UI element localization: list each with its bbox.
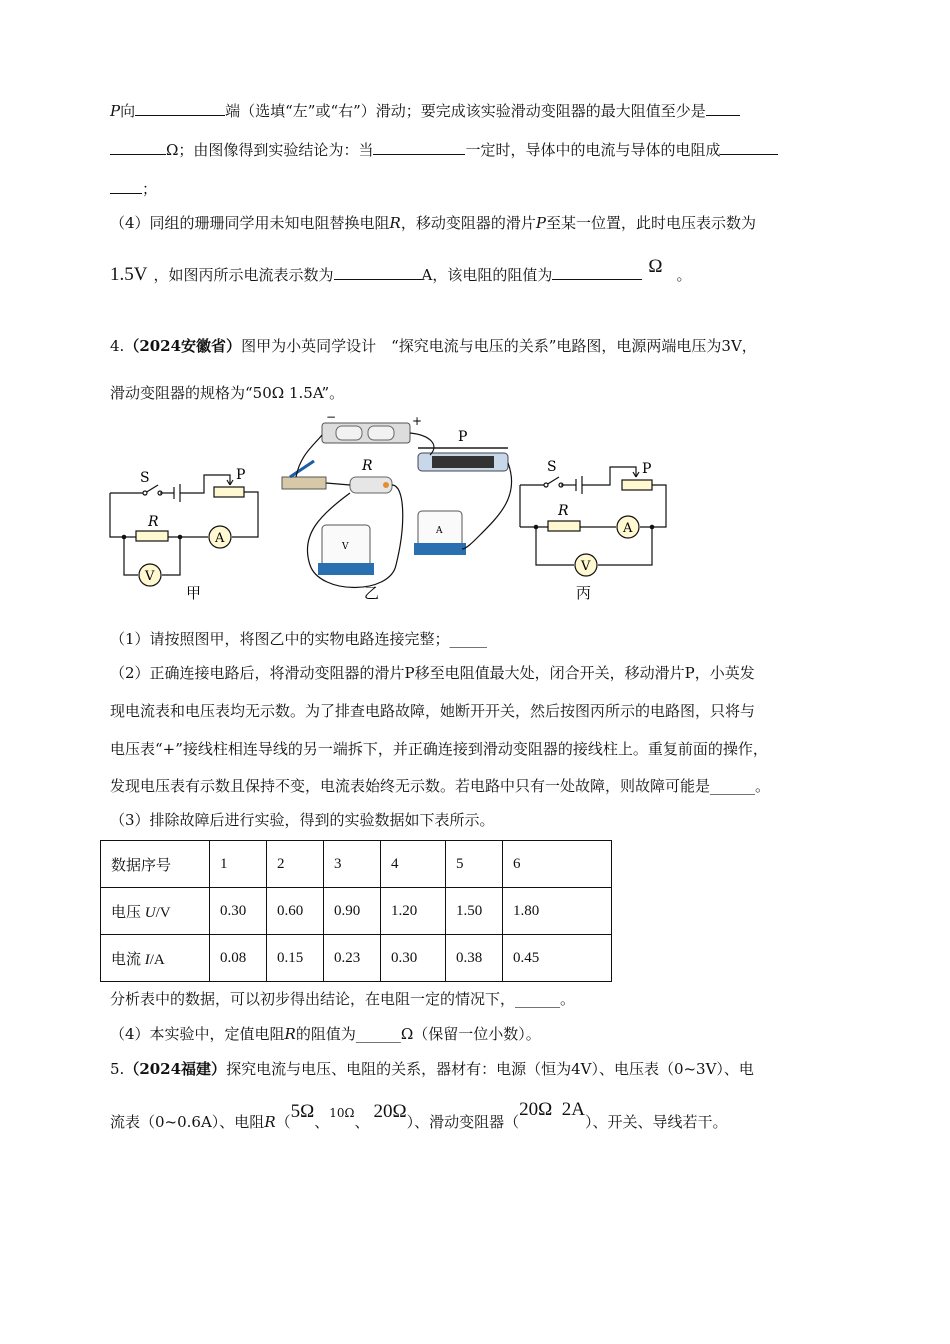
q5-line2: 流表（0~0.6A）、电阻R（5Ω、$^{10\Omega}$、 20Ω）、滑动变阻器（20Ω 2A）、开关、导线若干。 <box>110 1099 728 1131</box>
table-cell: 6 <box>503 841 612 888</box>
table-cell: 2 <box>267 841 324 888</box>
circuit-bing <box>520 467 666 576</box>
table-row <box>101 888 612 935</box>
circuit-jia <box>110 475 258 586</box>
battery-plus: + <box>412 415 423 428</box>
voltmeter-v-bing: V <box>581 559 591 574</box>
ammeter-a: A <box>215 531 225 546</box>
table-cell: 1.20 <box>381 888 446 935</box>
table-cell: 4 <box>381 841 446 888</box>
blank[interactable] <box>552 265 642 280</box>
table-cell: 1.80 <box>503 888 612 935</box>
table-cell: 数据序号 <box>101 841 210 888</box>
apparatus-yi <box>282 415 512 588</box>
table-cell: 1 <box>210 841 267 888</box>
q5-line1: 5.（2024福建）探究电流与电压、电阻的关系，器材有：电源（恒为4V）、电压表（0~3V）、电 <box>110 1060 754 1078</box>
table-cell: 0.90 <box>324 888 381 935</box>
table-cell: 0.38 <box>446 935 503 982</box>
blank[interactable] <box>135 101 225 116</box>
blank[interactable] <box>110 140 166 155</box>
label-p: P <box>236 467 246 483</box>
table-cell: 0.45 <box>503 935 612 982</box>
q4-part2-line4: 发现电压表有示数且保持不变，电流表始终无示数。若电路中只有一处故障，则故障可能是______。 <box>110 777 771 795</box>
blank[interactable] <box>110 179 142 194</box>
table-row <box>101 841 612 888</box>
ammeter-a-bing: A <box>623 521 633 536</box>
caption-jia: 甲 <box>186 584 202 602</box>
table-cell: 0.30 <box>210 888 267 935</box>
circuit-diagrams <box>100 415 680 610</box>
circuit-figure <box>100 415 680 610</box>
table-cell: 0.08 <box>210 935 267 982</box>
label-s-bing: S <box>547 459 557 475</box>
q4-part4: （4）本实验中，定值电阻R的阻值为______Ω（保留一位小数）。 <box>110 1025 541 1043</box>
q4-intro-line1: 4.（2024安徽省）图甲为小英同学设计 “探究电流与电压的关系”电路图，电源两端电压为3V， <box>110 337 757 355</box>
rheostat-label-p: P <box>458 429 468 445</box>
q4-part2-line1: （2）正确连接电路后，将滑动变阻器的滑片P移至电阻值最大处，闭合开关，移动滑片P，小英发 <box>110 664 755 682</box>
q3-line4: （4）同组的珊珊同学用未知电阻替换电阻R，移动变阻器的滑片P至某一位置，此时电压表示数为 <box>110 214 756 232</box>
table-cell: 1.50 <box>446 888 503 935</box>
battery-minus: − <box>326 415 337 424</box>
q3-line1: P向 端（选填“左”或“右”）滑动；要完成该实验滑动变阻器的最大阻值至少是 <box>110 100 740 122</box>
q4-intro-line2: 滑动变阻器的规格为“50Ω 1.5A”。 <box>110 384 345 402</box>
label-s: S <box>140 470 150 486</box>
q4-part2-line2: 现电流表和电压表均无示数。为了排查电路故障，她断开开关，然后按图丙所示的电路图，只将与 <box>110 702 756 720</box>
table-cell: 0.23 <box>324 935 381 982</box>
table-cell: 5 <box>446 841 503 888</box>
label-p-bing: P <box>642 461 652 477</box>
q3-line5: 1.5V ，如图丙所示电流表示数为 A，该电阻的阻值为 Ω 。 <box>110 256 692 285</box>
q4-part3-conclusion: 分析表中的数据，可以初步得出结论，在电阻一定的情况下，______。 <box>110 990 576 1008</box>
data-table <box>100 840 612 982</box>
blank[interactable] <box>706 101 740 116</box>
label-r: R <box>148 514 159 530</box>
resistor-label-r: R <box>362 458 373 474</box>
table-cell: 3 <box>324 841 381 888</box>
blank[interactable] <box>334 265 422 280</box>
q4-part2-line3: 电压表“+”接线柱相连导线的另一端拆下，并正确连接到滑动变阻器的接线柱上。重复前面的操作， <box>110 740 768 758</box>
blank[interactable] <box>720 140 778 155</box>
table-cell: 0.15 <box>267 935 324 982</box>
table-cell: 电压 U/V <box>101 888 210 935</box>
table-cell: 0.60 <box>267 888 324 935</box>
voltmeter-v: V <box>145 569 155 584</box>
label-r-bing: R <box>558 503 569 519</box>
voltmeter-face: V <box>342 542 349 552</box>
caption-yi: 乙 <box>364 584 380 602</box>
q4-part1: （1）请按照图甲，将图乙中的实物电路连接完整；_____ <box>110 630 488 648</box>
ammeter-face: A <box>436 526 443 536</box>
q3-line3: ； <box>110 178 157 200</box>
table-cell: 0.30 <box>381 935 446 982</box>
table-row <box>101 935 612 982</box>
q4-part3: （3）排除故障后进行实验，得到的实验数据如下表所示。 <box>110 811 495 829</box>
q3-line2: Ω；由图像得到实验结论为：当 一定时，导体中的电流与导体的电阻成 <box>110 139 778 161</box>
table-cell: 电流 I/A <box>101 935 210 982</box>
caption-bing: 丙 <box>576 584 592 602</box>
blank[interactable] <box>373 140 465 155</box>
